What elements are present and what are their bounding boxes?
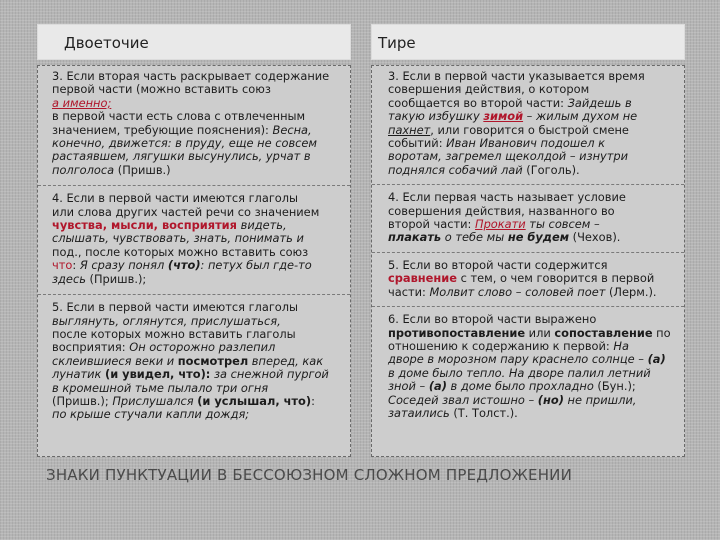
example-fragment: Зайдешь в [567,95,632,110]
text-line: 6. Если во второй части выражено [388,312,597,327]
text-fragment: значением, требующие пояснения): [52,122,273,137]
example-fragment: плакать [388,230,442,245]
example-fragment: Соседей звал истошно – [388,392,538,407]
example-fragment: (что) [167,258,201,273]
divider [372,184,684,185]
text-fragment: части: [388,284,430,299]
source-fragment: (Бун.); [593,379,636,394]
colon-rules [37,65,351,457]
text-fragment: с тем, о чем говорится в первой [456,271,655,286]
example-fragment: склеившиеся веки и [52,353,178,368]
text-line: 3. Если в первой части указывается время [388,69,645,83]
dash-rule-3 [388,70,681,177]
key-term-highlight: сравнение [388,271,457,286]
example-line: выглянуть, оглянутся, прислушаться, [52,313,281,328]
colon-header: Двоеточие [37,24,351,60]
example-fragment: Он осторожно разлепил [129,340,276,355]
dash-rules [371,65,685,457]
text-line: под., после которых можно вставить союз [52,244,309,259]
example-line: слышать, чувствовать, знать, понимать и [52,231,304,246]
colon-rule-5 [52,301,347,422]
text-line: совершения действия, названного во [388,203,615,218]
example-fragment: здесь [52,271,86,286]
example-fragment: вперед, как [248,353,324,368]
example-fragment: пахнет [388,122,431,137]
text-line: первой части (можно вставить союз [52,82,271,97]
example-fragment: (а) [428,379,447,394]
example-line: в доме было тепло. На дворе палил летний [388,365,651,380]
divider [372,252,684,253]
key-term-highlight: чувства, мысли, восприятия [52,218,237,233]
example-fragment: такую избушку [388,109,484,124]
divider [38,294,350,295]
example-fragment: Молвит слово – соловей поет [429,284,606,299]
dash-rule-6 [388,313,681,420]
time-word-highlight: зимой [483,109,524,124]
example-fragment: поднялся собачий лай [388,162,523,177]
text-fragment: восприятия: [52,340,130,355]
text-fragment: , или говорится о быстрой смене [430,122,629,137]
example-fragment: ты совсем – [525,217,600,232]
text-fragment: : [311,393,315,408]
text-line: совершения действия, о котором [388,82,590,97]
example-fragment: На [613,338,629,353]
example-fragment: : петух был где-то [200,258,312,273]
example-fragment: Весна, [272,122,312,137]
source-fragment: (Т. Толст.). [449,405,518,420]
text-line: 5. Если во второй части содержится [388,257,608,272]
example-fragment: посмотрел [177,353,249,368]
dash-header: Тире [371,24,685,60]
dash-rule-5 [388,259,681,299]
key-term: противопоставление [388,325,526,340]
example-fragment: в доме было прохладно [446,379,594,394]
source-fragment: (Чехов). [569,230,621,245]
source-fragment: (Пришв.); [85,271,147,286]
example-fragment: – жилым духом не [523,109,638,124]
source-fragment: (Пришв.) [114,162,171,177]
divider [38,185,350,186]
text-line: после которых можно вставить глаголы [52,326,296,341]
example-fragment: дворе в морозном пару краснело солнце – [388,352,648,367]
example-fragment: (а) [647,352,666,367]
slide-title: ЗНАКИ ПУНКТУАЦИИ В БЕССОЮЗНОМ СЛОЖНОМ ПРЕДЛОЖЕНИИ [46,466,573,484]
colon-rule-3 [52,70,347,177]
example-fragment: о тебе мы [441,230,508,245]
example-line: воротам, загремел щеколдой – изнутри [388,149,629,164]
text-fragment: : [72,258,80,273]
colon-rule-4 [52,192,347,286]
example-fragment: видеть, [236,218,287,233]
conjunction-highlight: что [52,258,73,273]
condition-highlight: Прокати [475,217,526,232]
source-fragment: (Лерм.). [605,284,657,299]
example-fragment: за снежной пургой [210,367,329,382]
dash-rule-4 [388,191,681,245]
source-fragment: (Пришв.); [52,393,113,408]
example-line: растаявшем, лягушки высунулись, урчат в [52,149,311,164]
example-fragment: не пришли, [563,392,637,407]
divider [372,306,684,307]
example-fragment: (но) [537,392,564,407]
text-fragment: или [525,325,555,340]
text-line: или слова других частей речи со значением [52,204,320,219]
example-fragment: не будем [507,230,570,245]
example-fragment: (и увидел, что): [105,367,211,382]
example-fragment: лунатик [52,367,105,382]
example-fragment: (и услышал, что) [197,393,312,408]
text-line: 3. Если вторая часть раскрывает содержание [52,69,330,83]
text-line: 4. Если первая часть называет условие [388,190,626,205]
text-fragment: сообщается во второй части: [388,95,568,110]
example-fragment: Я сразу понял [79,258,168,273]
example-fragment: зной – [388,379,429,394]
text-fragment: по [652,325,671,340]
example-fragment: Прислушался [112,393,198,408]
text-line: 5. Если в первой части имеются глаголы [52,300,299,315]
example-fragment: полголоса [52,162,115,177]
source-fragment: (Гоголь). [522,162,580,177]
example-line: в кромешной тьме пылало три огня [52,380,269,395]
example-line: по крыше стучали капли дождя; [52,407,250,422]
colon-column [37,24,351,457]
example-line: конечно, движется: в пруду, еще не совсем [52,136,318,151]
text-line: 4. Если в первой части имеются глаголы [52,191,299,206]
text-fragment: второй части: [388,217,476,232]
text-line: в первой части есть слова с отвлеченным [52,109,306,124]
conjunction-highlight: а именно; [52,95,112,110]
example-fragment: Иван Иванович подошел к [446,136,606,151]
example-fragment: затаились [388,405,450,420]
text-fragment: отношению к содержанию к первой: [388,338,614,353]
key-term: сопоставление [554,325,653,340]
text-fragment: событий: [388,136,447,151]
dash-column [371,24,685,457]
